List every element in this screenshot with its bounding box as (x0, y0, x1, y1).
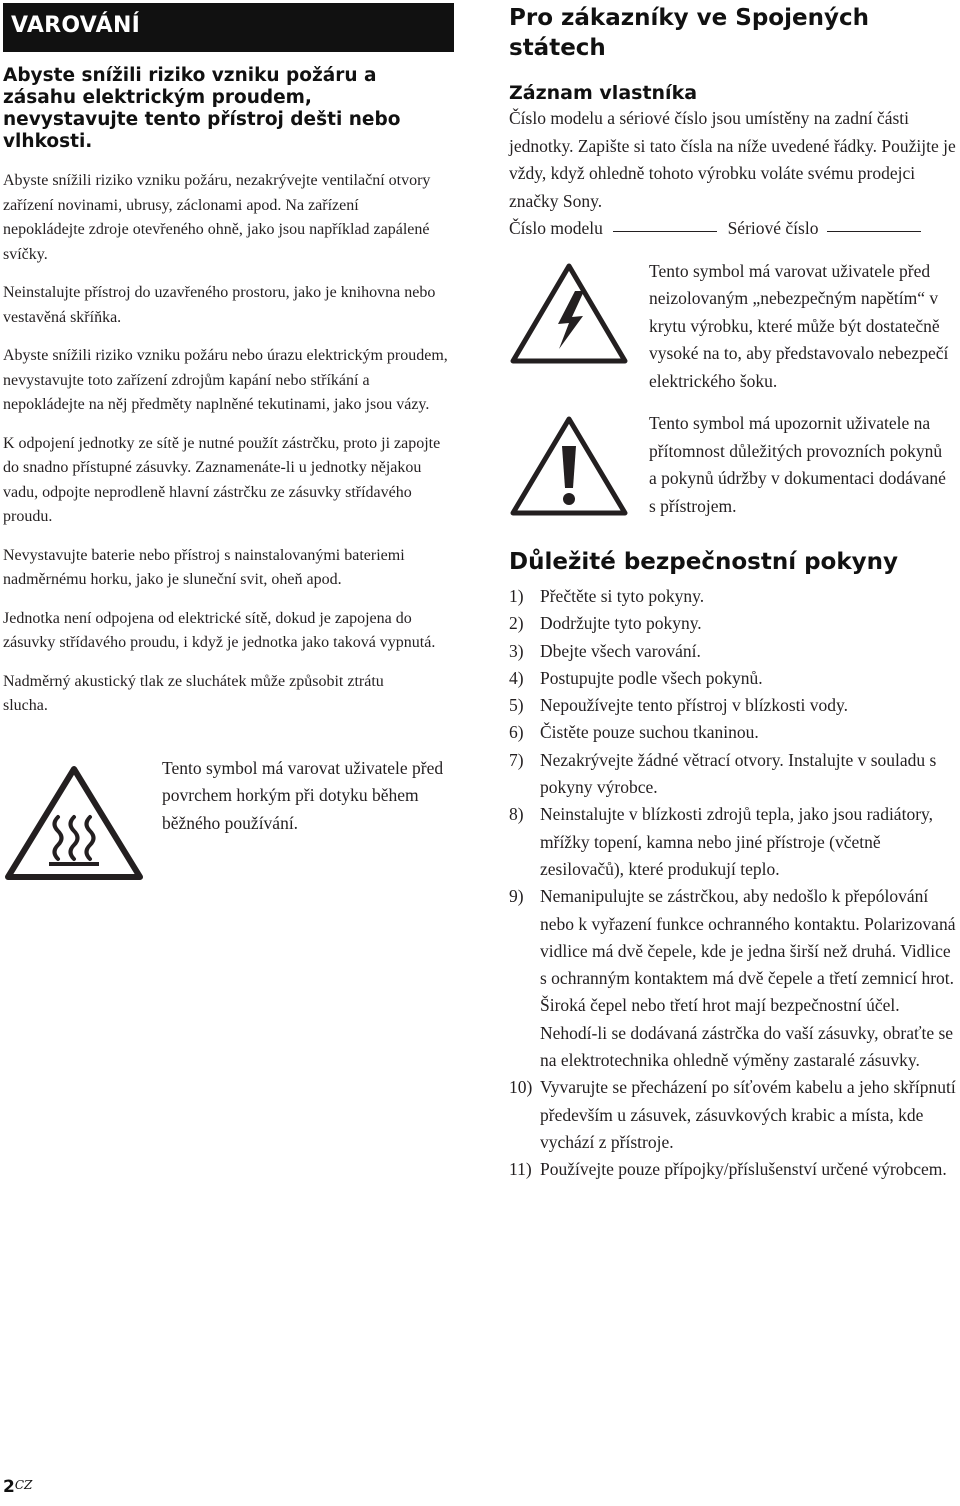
instruction-number: 7) (509, 749, 524, 770)
lightning-text: Tento symbol má varovat uživatele před neizolovaným „nebezpečným napětím“ v krytu výrobku, které může být dostatečně vysoké na to, aby představovalo nebezpečí elektrického šoku. (649, 260, 949, 391)
instruction-item (509, 1156, 957, 1183)
instruction-number: 8) (509, 804, 524, 825)
instruction-text: Postupujte podle všech pokynů. (540, 667, 763, 688)
instruction-number: 6) (509, 722, 524, 743)
paragraph-headphones: Nadměrný akustický tlak ze sluchátek může způsobit ztrátu slucha. (3, 672, 384, 714)
paragraph-enclosure: Neinstalujte přístroj do uzavřeného prostoru, jako je knihovna nebo vestavěná skříňka. (3, 284, 436, 326)
serial-number-label: Sériové číslo (727, 218, 819, 238)
instruction-item (509, 883, 957, 1074)
lightning-notice (509, 258, 957, 396)
instruction-item (509, 665, 957, 692)
instruction-text: Nezakrývejte žádné větrací otvory. Instalujte v souladu s pokyny výrobce. (540, 749, 937, 798)
hot-surface-icon (3, 763, 162, 885)
hot-surface-notice (3, 757, 454, 885)
safety-instructions-title: Důležité bezpečnostní pokyny (509, 549, 899, 575)
paragraph-ventilation: Abyste snížili riziko vzniku požáru, nezakrývejte ventilační otvory zařízení novinami, ubrusy, záclonami apod. Na zařízení nepokládejte zdroje otevřeného ohně, jako jsou například zapálené svíčky. (3, 172, 431, 263)
instruction-number: 11) (509, 1159, 532, 1180)
page-number (3, 1477, 32, 1497)
instruction-item (509, 583, 957, 610)
exclamation-notice (509, 410, 957, 522)
instruction-text: Vyvarujte se přecházení po síťovém kabelu a jeho skřípnutí především u zásuvek, zásuvkových krabic a místa, kde vychází z přístroje. (540, 1077, 956, 1152)
instruction-text: Čistěte pouze suchou tkaninou. (540, 722, 759, 743)
instruction-number: 10) (509, 1077, 533, 1098)
instruction-text: Nemanipulujte se zástrčkou, aby nedošlo k přepólování nebo k vyřazení funkce ochranného kontaktu. Polarizovaná vidlice má dvě čepele, kde je jedna širší než druhá. Vidlice s ochranným kontaktem má dvě čepele a třetí zemnicí hrot. Široká čepel nebo třetí hrot mají bezpečnostní účel. Nehodí-li se dodávaná zástrčka do vaší zásuvky, obraťte se na elektrotechnika ohledně výměny zastaralé zásuvky. (540, 886, 956, 1071)
owner-record-subtitle: Záznam vlastníka (509, 82, 698, 104)
instruction-item (509, 610, 957, 637)
instruction-item (509, 801, 957, 883)
instruction-text: Dodržujte tyto pokyny. (540, 613, 702, 634)
paragraph-plug: K odpojení jednotky ze sítě je nutné použít zástrčku, proto ji zapojte do snadno přístupné zásuvky. Zaznamenáte-li u jednotky nějakou vadu, odpojte neprodleně hlavní zástrčku ze zásuvky střídavého proudu. (3, 434, 441, 525)
warning-lead: Abyste snížili riziko vzniku požáru a zásahu elektrickým proudem, nevystavujte tento přístroj dešti nebo vlhkosti. (3, 65, 401, 152)
paragraph-liquids: Abyste snížili riziko vzniku požáru nebo úrazu elektrickým proudem, nevystavujte toto zařízení zdrojům kapání nebo stříkání a nepokládejte na něj předměty naplněné tekutinami, jako jsou vázy. (3, 347, 448, 413)
lightning-icon (509, 258, 649, 370)
instruction-number: 1) (509, 586, 524, 606)
instruction-number: 9) (509, 886, 524, 907)
left-column (3, 3, 454, 885)
instruction-item (509, 638, 957, 665)
model-serial-line (509, 215, 957, 243)
exclamation-icon (509, 410, 649, 522)
instruction-number: 2) (509, 613, 524, 634)
language-code: CZ (14, 1478, 33, 1492)
model-number-blank (613, 231, 717, 232)
page-number-value: 2 (3, 1477, 15, 1497)
paragraph-power-off: Jednotka není odpojena od elektrické sítě, dokud je zapojena do zásuvky střídavého proudu, i když je jednotka jako taková vypnutá. (3, 609, 436, 651)
owner-record-text: Číslo modelu a sériové číslo jsou umístěny na zadní části jednotky. Zapište si tato čísla na níže uvedené řádky. Použijte je vždy, když ohledně tohoto výrobku voláte svému prodejci značky Sony. (509, 108, 956, 211)
instruction-text: Nepoužívejte tento přístroj v blízkosti vody. (540, 695, 848, 716)
instruction-text: Neinstalujte v blízkosti zdrojů tepla, jako jsou radiátory, mřížky topení, kamna nebo jiné přístroje (včetně zesilovačů), které produkují teplo. (540, 804, 934, 879)
paragraph-batteries: Nevystavujte baterie nebo přístroj s nainstalovanými bateriemi nadměrnému horku, jako je sluneční svit, oheň apod. (3, 546, 405, 588)
instruction-text: Používejte pouze přípojky/příslušenství určené výrobcem. (540, 1159, 947, 1180)
us-customers-title: Pro zákazníky ve Spojených státech (509, 5, 869, 61)
right-column (509, 3, 957, 1184)
instruction-text: Dbejte všech varování. (540, 640, 701, 661)
hot-surface-text: Tento symbol má varovat uživatele před povrchem horkým při dotyku během běžného používání. (162, 757, 444, 833)
instruction-item (509, 719, 957, 746)
safety-instructions-list (509, 583, 957, 1184)
instruction-item (509, 1074, 957, 1156)
instruction-number: 4) (509, 667, 524, 688)
instruction-item (509, 747, 957, 802)
instruction-number: 5) (509, 695, 524, 716)
instruction-number: 3) (509, 640, 524, 661)
serial-number-blank (827, 231, 921, 232)
instruction-text: Přečtěte si tyto pokyny. (540, 586, 705, 606)
exclamation-text: Tento symbol má upozornit uživatele na přítomnost důležitých provozních pokynů a pokynů údržby v dokumentaci dodávané s přístrojem. (649, 413, 946, 516)
model-number-label: Číslo modelu (509, 218, 603, 238)
warning-banner: VAROVÁNÍ (3, 3, 454, 52)
instruction-item (509, 692, 957, 719)
